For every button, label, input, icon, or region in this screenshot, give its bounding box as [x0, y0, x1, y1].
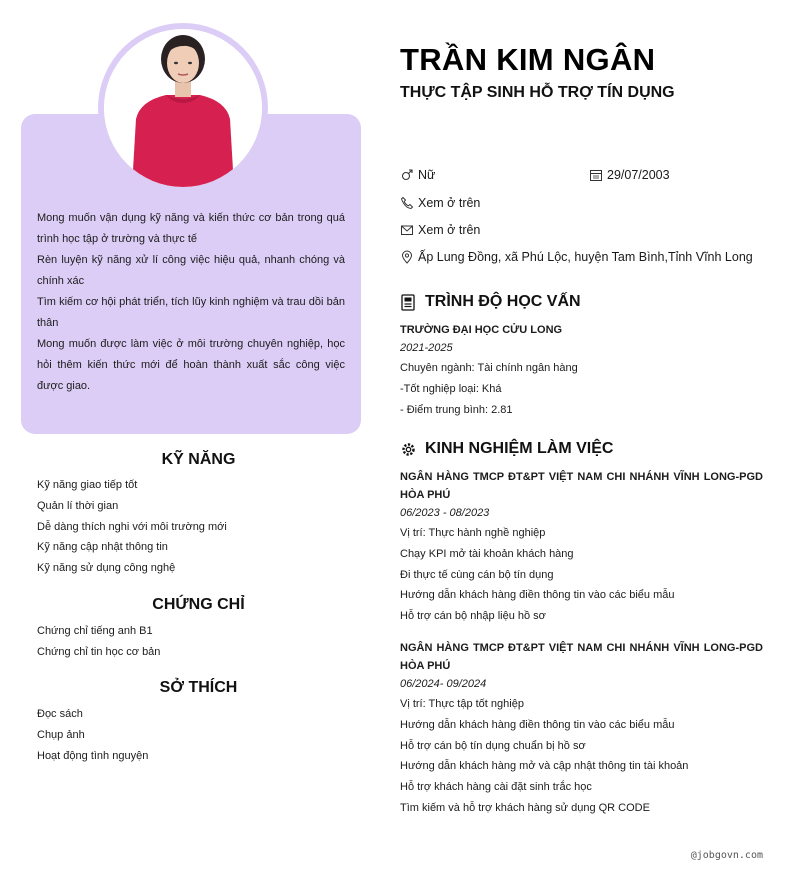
school-name: TRƯỜNG ĐẠI HỌC CỬU LONG: [400, 324, 563, 336]
experience-header: [400, 440, 613, 458]
job-block: [400, 468, 763, 627]
skill-item: Kỹ năng giao tiếp tốt: [37, 479, 138, 491]
education-line: Chuyên ngành: Tài chính ngân hàng: [400, 362, 578, 374]
certificates-list: [37, 621, 347, 663]
job-line: Hỗ trợ cán bộ nhập liệu hồ sơ: [400, 610, 546, 623]
email-row: [400, 223, 480, 237]
skill-item: Kỹ năng sử dụng công nghệ: [37, 562, 176, 575]
job-line: Tìm kiếm và hỗ trợ khách hàng sử dụng QR CODE: [400, 801, 650, 814]
job-line: Đi thực tế cùng cán bộ tín dụng: [400, 568, 554, 581]
job-period: 06/2024- 09/2024: [400, 678, 487, 690]
skills-title: KỸ NĂNG: [161, 451, 236, 468]
job-period: 06/2023 - 08/2023: [400, 507, 490, 519]
phone-icon: [400, 196, 414, 210]
education-line: -Tốt nghiệp loại: Khá: [400, 382, 502, 395]
job-line: Hướng dẫn khách hàng điền thông tin vào các biểu mẫu: [400, 589, 675, 602]
objective-line: Rèn luyện kỹ năng xử lí công việc hiệu quả, nhanh chóng và chính xác: [37, 254, 345, 287]
avatar: [104, 29, 262, 187]
job-line: Chạy KPI mở tài khoản khách hàng: [400, 547, 574, 560]
skill-item: Kỹ năng cập nhật thông tin: [37, 541, 168, 554]
job-line: Hỗ trợ khách hàng cài đặt sinh trắc học: [400, 781, 592, 794]
phone-row: [400, 196, 480, 210]
birthdate-row: [589, 168, 670, 182]
job-org: NGÂN HÀNG TMCP ĐT&PT VIỆT NAM CHI NHÁNH VĨNH LONG-PGD HÒA PHÚ: [400, 471, 763, 501]
education-period: 2021-2025: [400, 342, 453, 354]
education-block: [400, 321, 763, 420]
calendar-icon: [589, 168, 603, 182]
education-icon: [400, 294, 417, 311]
job-line: Hỗ trợ cán bộ tín dụng chuẩn bị hồ sơ: [400, 739, 586, 752]
job-org: NGÂN HÀNG TMCP ĐT&PT VIỆT NAM CHI NHÁNH VĨNH LONG-PGD HÒA PHÚ: [400, 642, 763, 672]
hobby-item: Hoạt động tình nguyện: [37, 749, 149, 762]
objective-line: Tìm kiếm cơ hội phát triển, tích lũy kinh nghiệm và trau dồi bản thân: [37, 296, 345, 329]
experience-title: KINH NGHIỆM LÀM VIỆC: [425, 440, 614, 457]
objective-line: Mong muốn được làm việc ở môi trường chuyên nghiệp, học hỏi thêm kiến thức mới để hoàn thành xuất sắc công việc được giao.: [37, 338, 345, 392]
certificate-item: Chứng chỉ tin học cơ bản: [37, 645, 161, 658]
hobbies-title: SỞ THÍCH: [159, 679, 238, 696]
candidate-name: TRẦN KIM NGÂN: [400, 42, 656, 77]
hobbies-list: [37, 704, 347, 766]
education-header: [400, 293, 581, 311]
career-objective: [37, 208, 345, 397]
skill-item: Dễ dàng thích nghi với môi trường mới: [37, 520, 227, 533]
gender-row: [400, 168, 435, 182]
gender-value: Nữ: [418, 168, 436, 182]
skill-item: Quản lí thời gian: [37, 499, 119, 512]
job-line: Hướng dẫn khách hàng mở và cập nhật thông tin tài khoản: [400, 760, 689, 773]
address-value: Ấp Lung Đồng, xã Phú Lộc, huyện Tam Bình,Tỉnh Vĩnh Long: [418, 250, 753, 264]
education-title: TRÌNH ĐỘ HỌC VẤN: [425, 293, 581, 310]
hobby-item: Đọc sách: [37, 708, 83, 720]
gender-icon: [400, 168, 414, 182]
candidate-role: THỰC TẬP SINH HỖ TRỢ TÍN DỤNG: [400, 84, 675, 101]
job-line: Vị trí: Thực tập tốt nghiệp: [400, 698, 524, 710]
job-line: Vị trí: Thực hành nghề nghiệp: [400, 527, 546, 539]
phone-value[interactable]: Xem ở trên: [418, 196, 481, 210]
gear-icon: [400, 441, 417, 458]
location-pin-icon: [400, 250, 414, 264]
education-line: - Điểm trung bình: 2.81: [400, 403, 513, 416]
skills-list: [37, 475, 347, 579]
email-icon: [400, 223, 414, 237]
job-line: Hướng dẫn khách hàng điền thông tin vào các biểu mẫu: [400, 718, 675, 731]
certificate-item: Chứng chỉ tiếng anh B1: [37, 625, 153, 637]
watermark: @jobgovn.com: [690, 850, 763, 861]
job-block: [400, 639, 763, 819]
email-value[interactable]: Xem ở trên: [418, 223, 481, 237]
certificates-title: CHỨNG CHỈ: [152, 596, 245, 613]
address-row: [400, 250, 753, 264]
birthdate-value: 29/07/2003: [607, 168, 670, 182]
objective-line: Mong muốn vận dụng kỹ năng và kiến thức cơ bản trong quá trình học tập ở trường và thực tế: [37, 212, 345, 245]
hobby-item: Chụp ảnh: [37, 728, 85, 741]
